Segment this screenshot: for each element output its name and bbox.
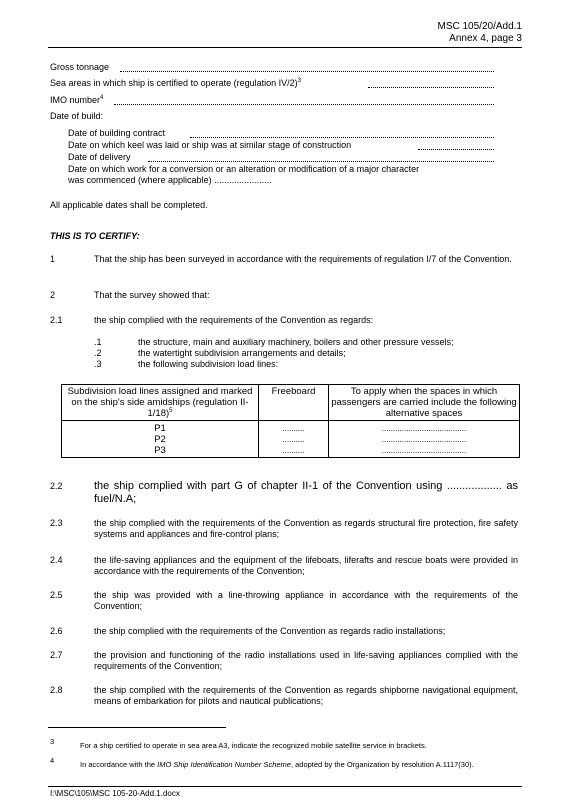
- col-spaces-header: To apply when the spaces in which passengers are carried include the following alternative spaces: [329, 385, 520, 421]
- item-1-number: 1: [50, 254, 56, 264]
- delivery-date-label: Date of delivery: [68, 152, 131, 162]
- item-2-1-text: the ship complied with the requirements of the Convention as regards:: [94, 315, 374, 325]
- item-1-text: That the ship has been surveyed in accordance with the requirements of regulation I/7 of the Convention.: [94, 254, 512, 264]
- item-2-text: That the survey showed that:: [94, 290, 210, 300]
- contract-date-field[interactable]: [190, 137, 494, 138]
- col-freeboard-header: Freeboard: [259, 385, 329, 421]
- sub-1-text: the structure, main and auxiliary machinery, boilers and other pressure vessels;: [138, 337, 454, 347]
- footnote-4-text: In accordance with the IMO Ship Identification Number Scheme, adopted by the Organization by resolution A.1117(30).: [80, 760, 474, 769]
- certify-heading: THIS IS TO CERTIFY:: [50, 231, 140, 241]
- item-2-3-number: 2.3: [50, 518, 63, 528]
- item-2-5-number: 2.5: [50, 590, 63, 600]
- load-lines-table: [61, 384, 520, 458]
- footer-rule: [48, 786, 522, 787]
- footnote-3-number: 3: [50, 737, 55, 746]
- item-2-8-text: the ship complied with the requirements of the Convention as regards shipborne navigational equipment, means of embarkation for pilots and nautical publications;: [94, 685, 518, 706]
- contract-date-label: Date of building contract: [68, 128, 166, 138]
- gross-tonnage-field[interactable]: [120, 71, 494, 72]
- footnote-4-number: 4: [50, 756, 55, 765]
- item-2-7-text: the provision and functioning of the radio installations used in life-saving appliances complied with the requirements of the Convention;: [94, 650, 518, 671]
- header-rule: [48, 47, 522, 48]
- item-2-4-number: 2.4: [50, 555, 63, 565]
- item-2-3-text: the ship complied with the requirements of the Convention as regards structural fire protection, fire safety systems and appliances and fire-control plans;: [94, 518, 518, 539]
- item-2-2-text: the ship complied with part G of chapter II-1 of the Convention using .................. as fuel/N.A;: [94, 480, 518, 505]
- table-row: [62, 421, 520, 458]
- conversion-date-label: Date on which work for a conversion or an alteration or modification of a major character: [68, 164, 420, 174]
- date-of-build-label: Date of build:: [50, 111, 104, 121]
- footnote-3-text: For a ship certified to operate in sea area A3, indicate the recognized mobile satellite service in brackets.: [80, 741, 427, 750]
- item-2-1-number: 2.1: [50, 315, 63, 325]
- sea-areas-label: Sea areas in which ship is certified to operate (regulation IV/2)$^3$: [50, 78, 301, 88]
- table-header-row: [62, 385, 520, 421]
- item-2-number: 2: [50, 290, 56, 300]
- sub-1-number: .1: [94, 337, 102, 347]
- item-2-5-text: the ship was provided with a line-throwing appliance in accordance with the requirements of the Convention;: [94, 590, 518, 611]
- imo-number-field[interactable]: [114, 104, 494, 105]
- col-load-lines-header: Subdivision load lines assigned and marked on the ship's side amidships (regulation II-1/18)$^5$: [62, 385, 259, 421]
- spaces-cells[interactable]: ...................................... ...................................... ......................................: [329, 421, 520, 458]
- annex-page: Annex 4, page 3: [449, 33, 522, 44]
- gross-tonnage-label: Gross tonnage: [50, 62, 110, 72]
- item-2-6-number: 2.6: [50, 626, 63, 636]
- keel-date-field[interactable]: [418, 149, 494, 150]
- sub-3-text: the following subdivision load lines:: [138, 359, 279, 369]
- sub-2-text: the watertight subdivision arrangements and details;: [138, 348, 346, 358]
- footnote-separator: [48, 727, 226, 728]
- load-line-cells: P1 P2 P3: [62, 421, 259, 458]
- imo-number-label: IMO number$^4$: [50, 95, 104, 105]
- item-2-6-text: the ship complied with the requirements of the Convention as regards radio installations;: [94, 626, 446, 636]
- item-2-8-number: 2.8: [50, 685, 63, 695]
- item-2-2-number: 2.2: [50, 481, 63, 491]
- item-2-7-number: 2.7: [50, 650, 63, 660]
- keel-date-label: Date on which keel was laid or ship was at similar stage of construction: [68, 140, 352, 150]
- all-dates-note: All applicable dates shall be completed.: [50, 200, 208, 210]
- document-symbol: MSC 105/20/Add.1: [437, 21, 522, 32]
- sub-2-number: .2: [94, 348, 102, 358]
- conversion-date-label-cont: was commenced (where applicable) .......................: [68, 175, 272, 185]
- sub-3-number: .3: [94, 359, 102, 369]
- sea-areas-field[interactable]: [368, 87, 494, 88]
- item-2-4-text: the life-saving appliances and the equipment of the lifeboats, liferafts and rescue boats were provided in accordance with the requirements of the Convention;: [94, 555, 518, 576]
- file-path: I:\MSC\105\MSC 105-20-Add.1.docx: [50, 789, 180, 798]
- delivery-date-field[interactable]: [148, 161, 494, 162]
- freeboard-cells[interactable]: .......... .......... ..........: [259, 421, 329, 458]
